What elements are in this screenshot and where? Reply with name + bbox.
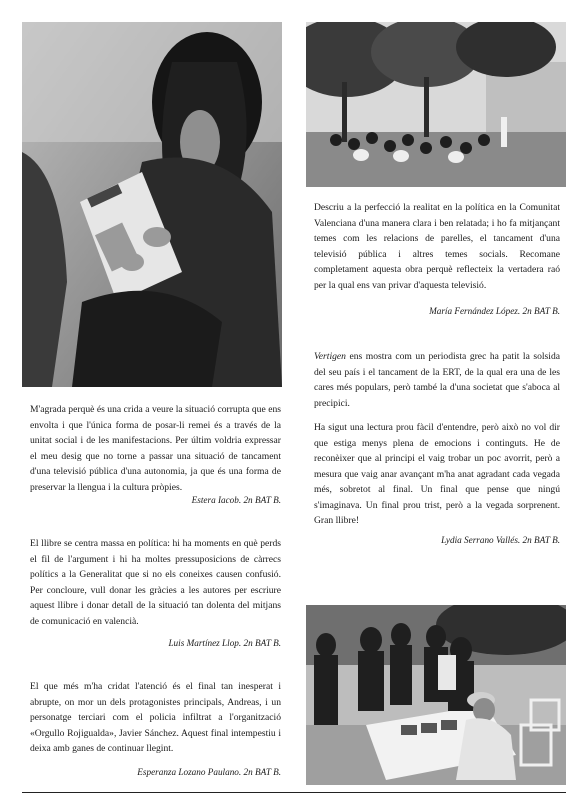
review-maria-fernandez-text: Descriu a la perfecció la realitat en la política en la Comunitat Valenciana d'una manera clara i ben relatada; i ho fa mitjançant temes com les relacions de parelles, el tancament d'una televisió pública i altres temes socials. Recomane completament aquesta obra perquè reflecteix la vertadera raó per la qual ens van privar d'aquesta televisió. [314,202,560,291]
review-lydia-serrano-author: Lydia Serrano Vallés. 2n BAT B. [441,535,560,545]
photo-girl-reading-newspaper-icon [22,22,282,387]
photo-reading-girl [22,22,282,387]
review-luis-martinez-author: Luis Martínez Llop. 2n BAT B. [168,638,281,648]
review-estera-iacob-author: Estera Iacob. 2n BAT B. [191,495,281,505]
review-vertigen-intro [314,349,560,411]
review-esperanza-lozano-text: El que més m'ha cridat l'atenció és el final tan inesperat i abrupte, on mor un dels protagonistes principals, Andreas, i un personatge terciari com el policia infiltrat a l'organització «Orgullo Rojigualda», Javier Sánchez. Aquest final intempestiu i deixa amb ganes de continuar llegint. [30,681,281,754]
book-title-vertigen: Vertigen [314,351,346,362]
photo-students-sitting-in-park-icon [306,22,566,187]
review-estera-iacob-text: M'agrada perquè és una crida a veure la situació corrupta que ens envolta i que l'única forma de posar-li remei és a través de la unitat social i de les manifestacions. Per últim voldria expressar el meu desig que no torne a passar una situació de tancament d'una televisió pública d'una autonomia, ja que és una forma de preservar la llengua i la cultura pròpies. [30,404,281,493]
photo-park-gathering [306,22,566,187]
photo-book-signing-table-icon [306,605,566,785]
footer-rule [22,792,566,793]
review-lydia-serrano-text: Ha sigut una lectura prou fàcil d'entendre, però això no vol dir que estiga menys plena de emocions i continguts. He de reconèixer que al principi el vaig trobar un poc avorrit, però a mesura que vaig anar avançant m'ha anat agradant cada vegada més, sobretot al final. Un final que pense que ningú s'imaginava. Un final prou trist, però a la vegada sorprenent. Gran llibre! [314,422,560,526]
review-vertigen-intro-text: ens mostra com un periodista grec ha patit la solsida del seu país i el tancament de la ERT, de la qual era una de les cares més populars, però també la d'una societat que s'aboca al precipici. [314,351,560,409]
review-luis-martinez-text: El llibre se centra massa en política: hi ha moments en què perds el fil de l'argument i hi ha moltes pressuposicions de càrrecs polítics a la Generalitat que si no els coneixes causen confusió. Per concloure, vull donar les gràcies a les autores per escriure aquest llibre i donar detall de la situació tan dolenta del mitjans de comunicació en valencià. [30,538,281,627]
photo-book-table [306,605,566,785]
review-maria-fernandez-author: María Fernández López. 2n BAT B. [429,306,560,316]
review-esperanza-lozano-author: Esperanza Lozano Paulano. 2n BAT B. [137,767,281,777]
